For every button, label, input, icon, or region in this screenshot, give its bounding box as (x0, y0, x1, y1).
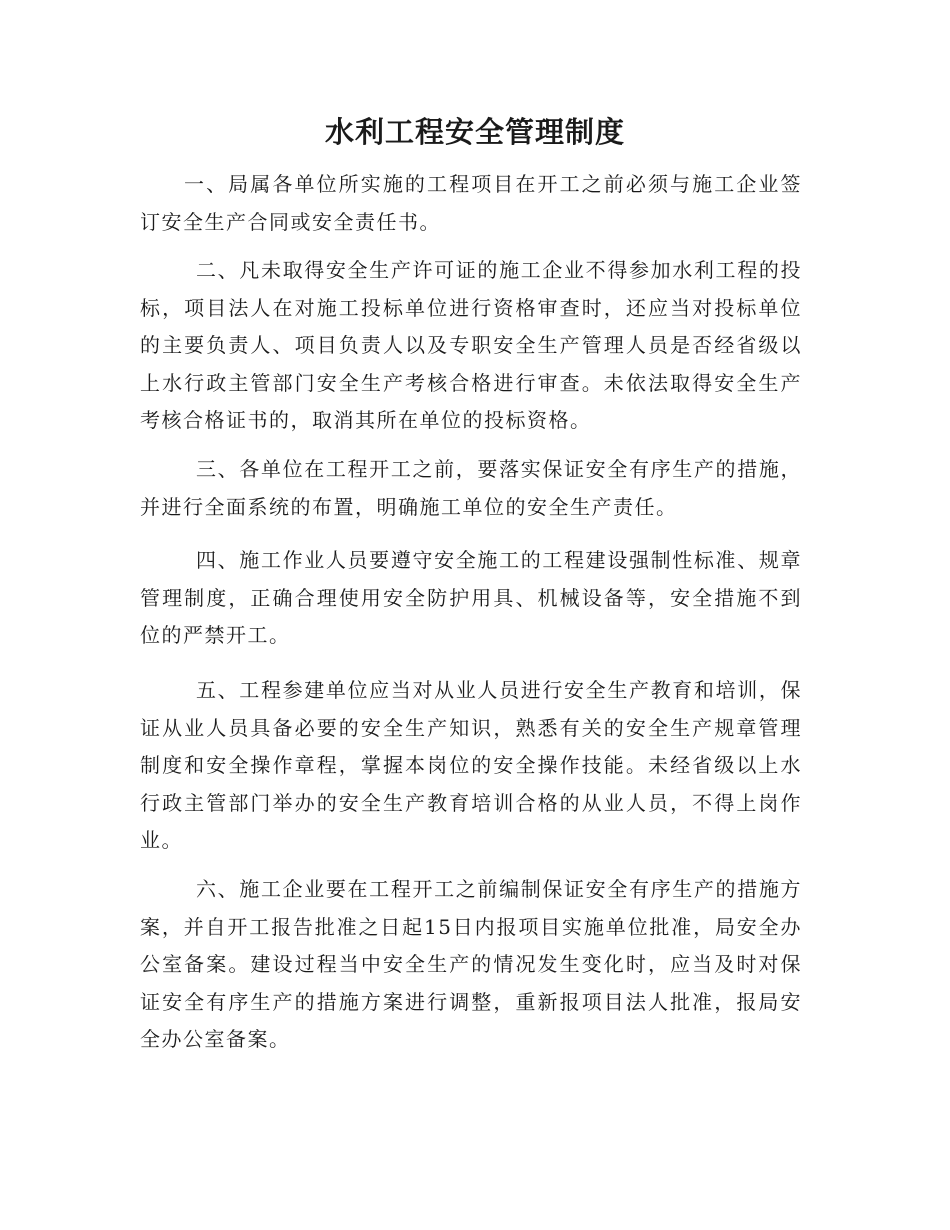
paragraph-6: 六、施工企业要在工程开工之前编制保证安全有序生产的措施方案，并自开工报告批准之日起15日内报项目实施单位批准，局安全办公室备案。建设过程当中安全生产的情况发生变化时，应当及时对保证安全有序生产的措施方案进行调整，重新报项目法人批准，报局安全办公室备案。 (140, 877, 802, 1051)
paragraph-3: 三、各单位在工程开工之前，要落实保证安全有序生产的措施，并进行全面系统的布置，明确施工单位的安全生产责任。 (140, 457, 802, 519)
paragraph-4: 四、施工作业人员要遵守安全施工的工程建设强制性标准、规章管理制度，正确合理使用安全防护用具、机械设备等，安全措施不到位的严禁开工。 (140, 548, 802, 647)
paragraph-2: 二、凡未取得安全生产许可证的施工企业不得参加水利工程的投标，项目法人在对施工投标单位进行资格审查时，还应当对投标单位的主要负责人、项目负责人以及专职安全生产管理人员是否经省级以上水行政主管部门安全生产考核合格进行审查。未依法取得安全生产考核合格证书的，取消其所在单位的投标资格。 (140, 258, 802, 432)
paragraph-5: 五、工程参建单位应当对从业人员进行安全生产教育和培训，保证从业人员具备必要的安全生产知识，熟悉有关的安全生产规章管理制度和安全操作章程，掌握本岗位的安全操作技能。未经省级以上水行政主管部门举办的安全生产教育培训合格的从业人员，不得上岗作业。 (140, 678, 802, 852)
document-title: 水利工程安全管理制度 (324, 115, 625, 149)
paragraph-1: 一、局属各单位所实施的工程项目在开工之前必须与施工企业签订安全生产合同或安全责任书。 (140, 172, 802, 234)
